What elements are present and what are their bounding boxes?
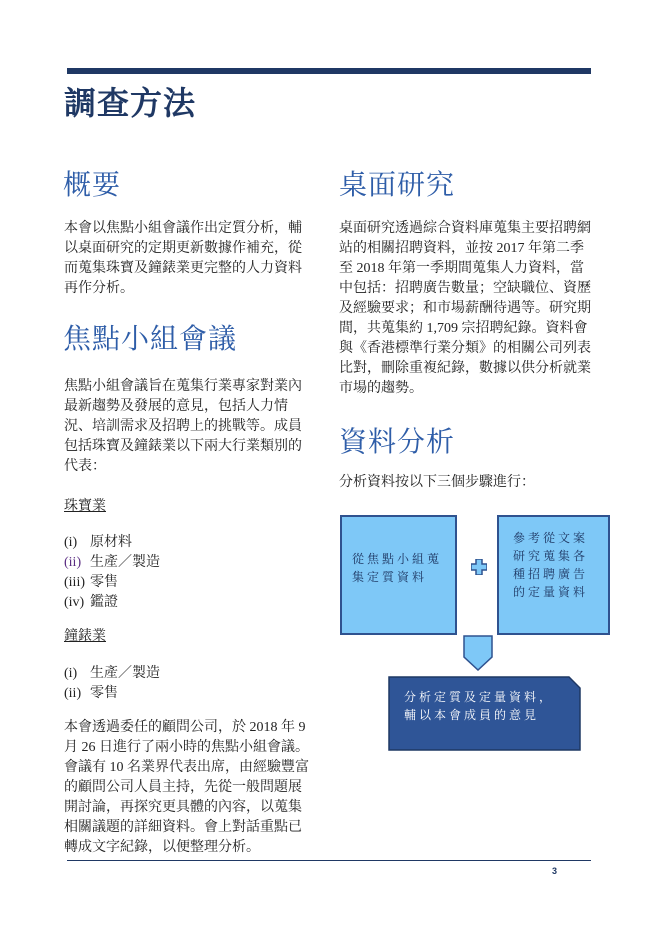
list-item — [64, 553, 160, 573]
jewellery-list — [64, 533, 160, 613]
step-qualitative-box: 從焦點小組蒐集定質資料 — [340, 515, 457, 635]
list-item — [64, 664, 160, 684]
analysis-result-box — [388, 676, 581, 751]
top-rule — [67, 68, 591, 74]
overview-body: 本會以焦點小組會議作出定質分析，輔以桌面研究的定期更新數據作補充，從而蒐集珠寶及鐘錶業更完整的人力資料再作分析。 — [64, 221, 302, 296]
step-quantitative-box: 參考從文案研究蒐集各種招聘廣告的定量資料 — [497, 515, 610, 635]
list-item-number: (i) — [64, 666, 78, 681]
focus-group-heading: 焦點小組會議 — [63, 324, 238, 355]
page-title: 調查方法 — [64, 85, 197, 121]
watch-title: 鐘錶業 — [64, 629, 106, 644]
desk-research-heading: 桌面研究 — [339, 170, 456, 201]
jewellery-title: 珠寶業 — [64, 499, 106, 514]
list-item — [64, 573, 160, 593]
focus-group-closing: 本會透過委任的顧問公司，於 2018 年 9 月 26 日進行了兩小時的焦點小組會議。會議有 10 名業界代表出席，由經驗豐富的顧問公司人員主持，先從一般問題展開討論，再探究更具體的內容，以蒐集相關議題的詳細資料。會上對話重點已轉成文字紀錄，以便整理分析。 — [64, 720, 309, 855]
list-item-number: (ii) — [64, 555, 82, 570]
list-item — [64, 593, 160, 613]
list-item-text: 零售 — [90, 686, 118, 701]
page-number: 3 — [552, 866, 558, 876]
list-item-number: (iv) — [64, 595, 85, 610]
list-item — [64, 684, 160, 704]
plus-icon — [471, 559, 487, 575]
analysis-result-text: 分析定質及定量資料，輔以本會成員的意見 — [404, 690, 555, 722]
focus-group-intro: 焦點小組會議旨在蒐集行業專家對業內最新趨勢及發展的意見，包括人力情況、培訓需求及招聘上的挑戰等。成員包括珠寶及鐘錶業以下兩大行業類別的代表： — [64, 379, 302, 474]
overview-heading: 概要 — [63, 170, 122, 201]
list-item — [64, 533, 160, 553]
list-item-number: (i) — [64, 535, 78, 550]
bottom-rule — [67, 860, 591, 861]
list-item-text: 零售 — [90, 575, 118, 590]
data-analysis-heading: 資料分析 — [339, 427, 456, 458]
list-item-number: (ii) — [64, 686, 82, 701]
down-arrow-icon — [463, 635, 493, 671]
watch-list — [64, 664, 160, 704]
list-item-text: 生產／製造 — [90, 555, 160, 570]
list-item-text: 生產／製造 — [90, 666, 160, 681]
list-item-text: 鑑證 — [90, 595, 118, 610]
desk-research-body: 桌面研究透過綜合資料庫蒐集主要招聘網站的相關招聘資料，並按 2017 年第二季至 2018 年第一季期間蒐集人力資料，當中包括：招聘廣告數量；空缺職位、資歷及經驗要求；和市場薪酬待遇等。研究期間，共蒐集約 1,709 宗招聘紀錄。資料會與《香港標準行業分類》的相關公司列表比對，刪除重複紀錄，數據以供分析就業市場的趨勢。 — [339, 221, 591, 396]
list-item-number: (iii) — [64, 575, 85, 590]
data-analysis-intro: 分析資料按以下三個步驟進行： — [339, 475, 535, 490]
list-item-text: 原材料 — [90, 535, 132, 550]
